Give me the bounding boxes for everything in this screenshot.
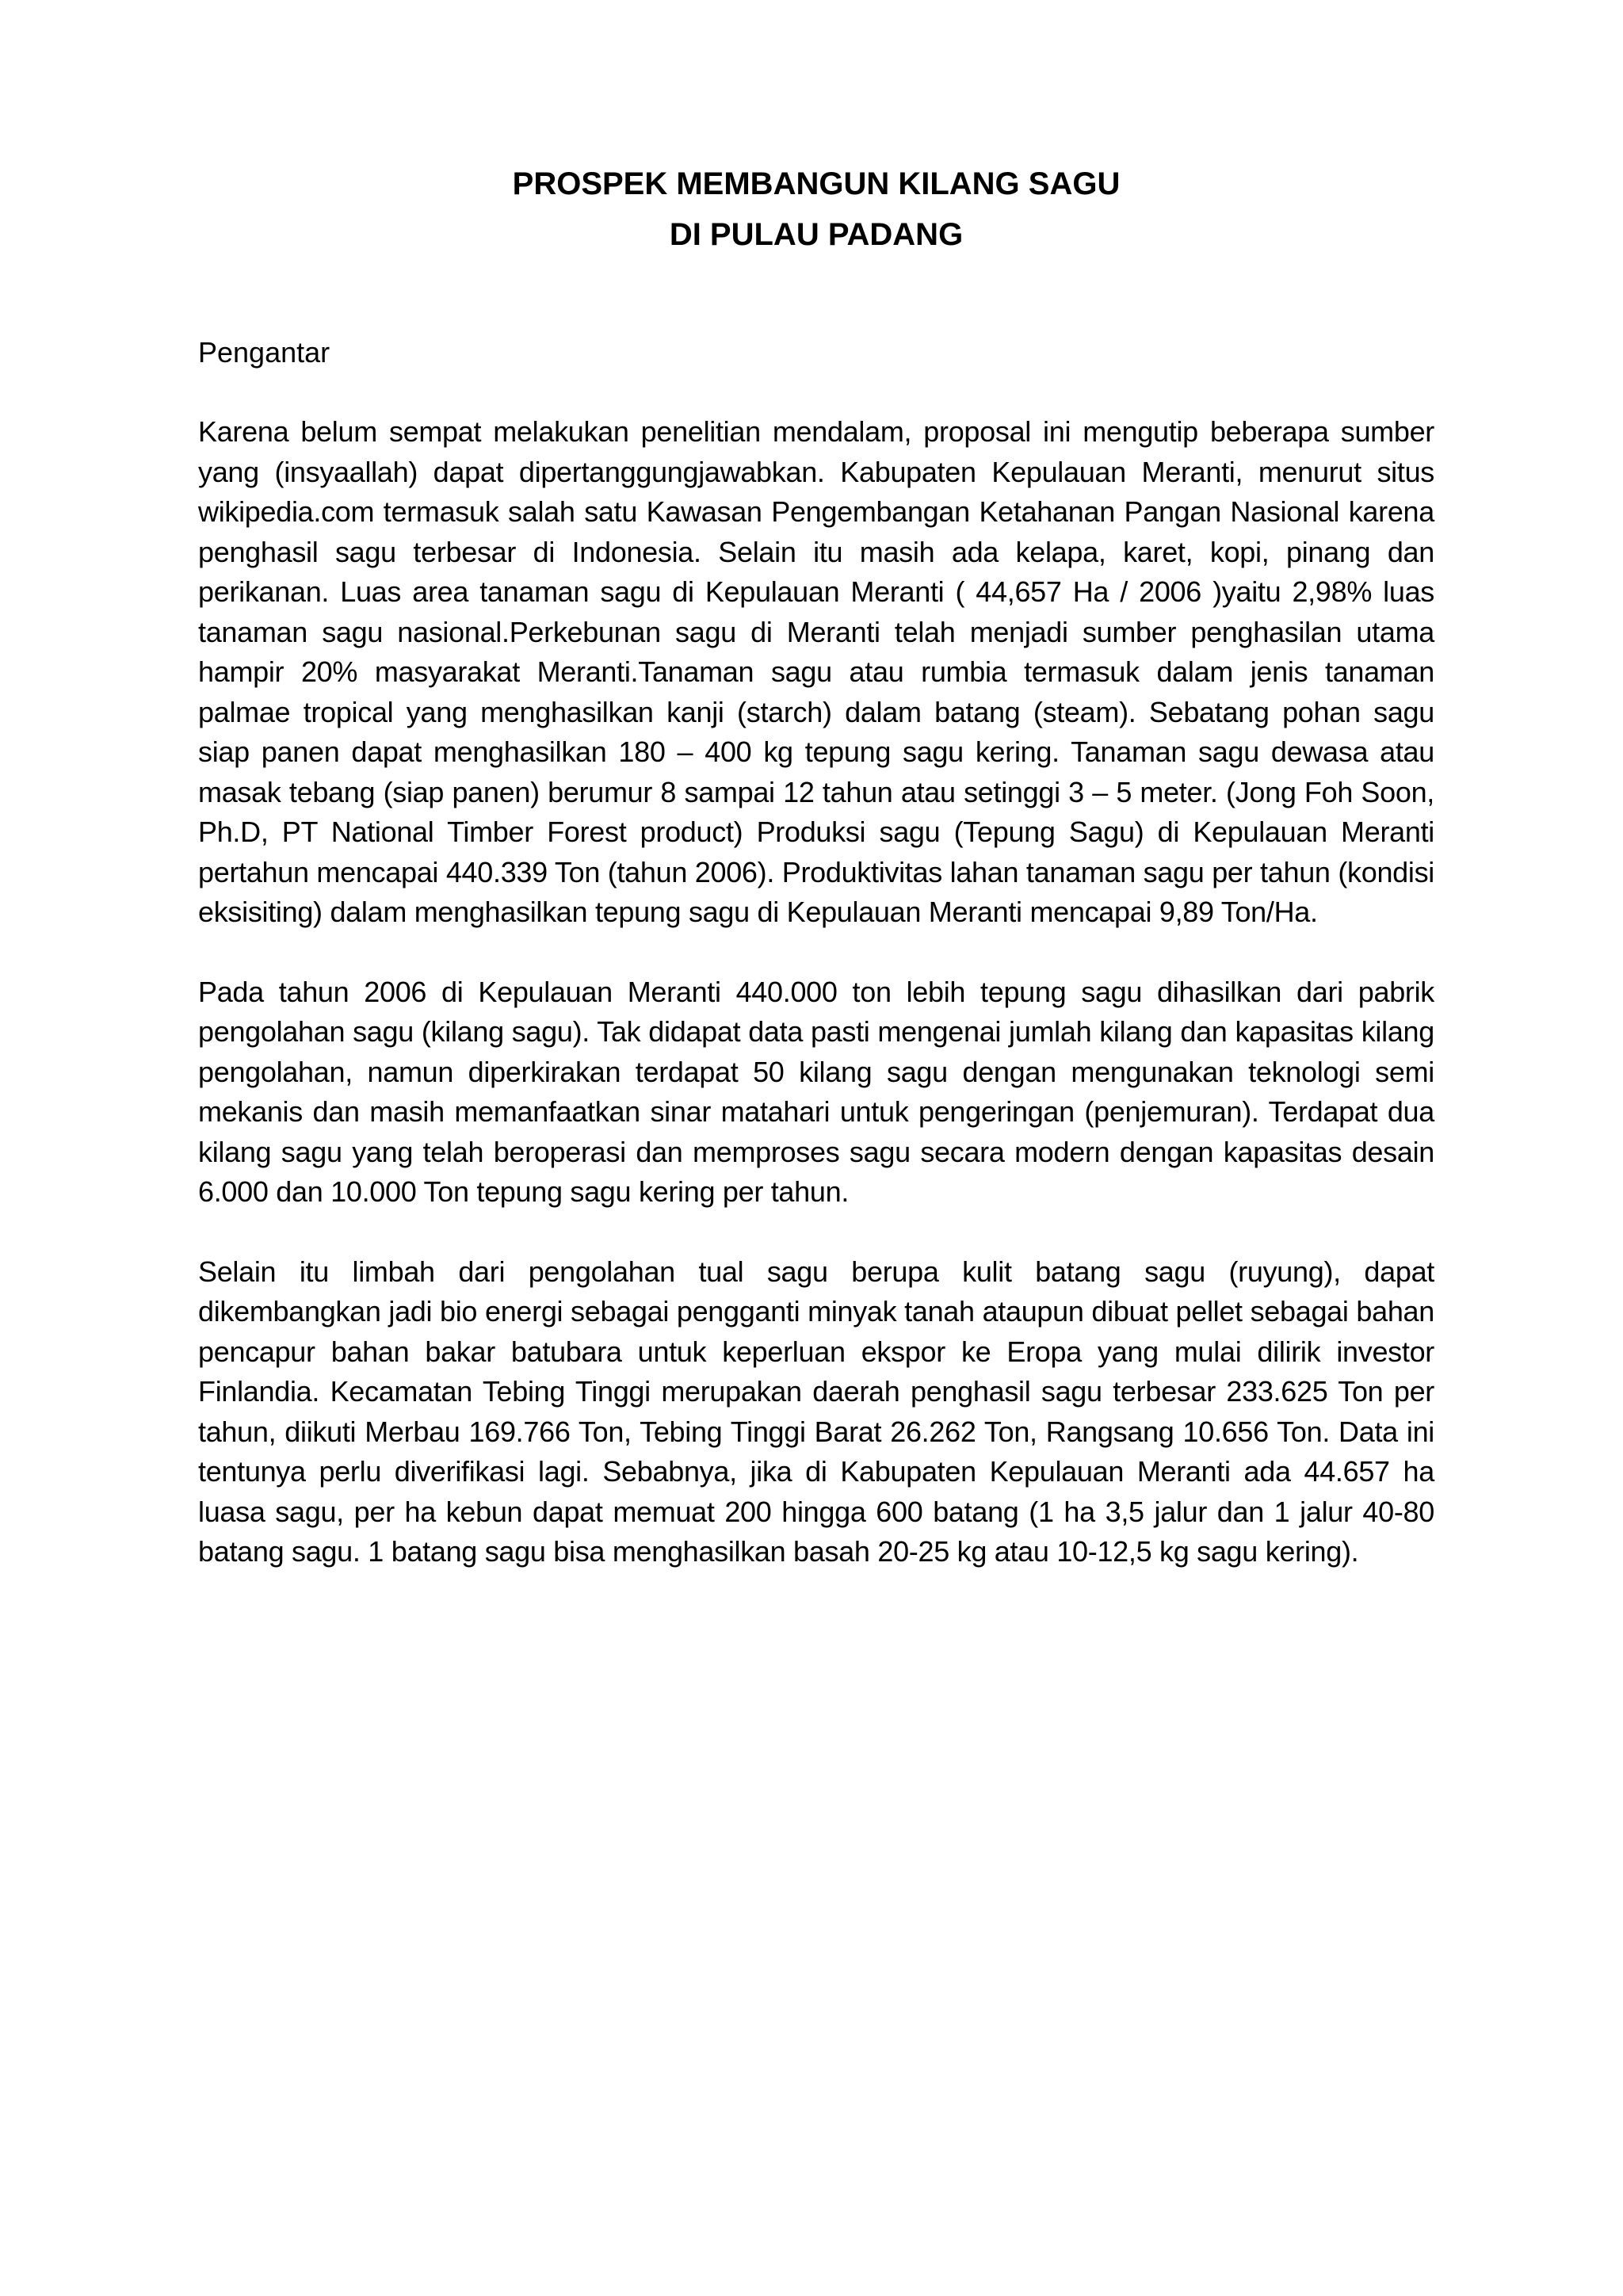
document-title	[198, 159, 1434, 260]
paragraph-2: Pada tahun 2006 di Kepulauan Meranti 440.000 ton lebih tepung sagu dihasilkan dari pabrik pengolahan sagu (kilang sagu). Tak didapat data pasti mengenai jumlah kilang dan kapasitas kilang pengolahan, namun diperkirakan terdapat 50 kilang sagu dengan mengunakan teknologi semi mekanis dan masih memanfaatkan sinar matahari untuk pengeringan (penjemuran). Terdapat dua kilang sagu yang telah beroperasi dan memproses sagu secara modern dengan kapasitas desain 6.000 dan 10.000 Ton tepung sagu kering per tahun.	[198, 975, 1434, 1208]
section-heading: Pengantar	[198, 336, 330, 369]
paragraph-1: Karena belum sempat melakukan penelitian mendalam, proposal ini mengutip beberapa sumber yang (insyaallah) dapat dipertanggungjawabkan. Kabupaten Kepulauan Meranti, menurut situs wikipedia.com termasuk salah satu Kawasan Pengembangan Ketahanan Pangan Nasional karena penghasil sagu terbesar di Indonesia. Selain itu masih ada kelapa, karet, kopi, pinang dan perikanan. Luas area tanaman sagu di Kepulauan Meranti ( 44,657 Ha / 2006 )yaitu 2,98% luas tanaman sagu nasional.Perkebunan sagu di Meranti telah menjadi sumber penghasilan utama hampir 20% masyarakat Meranti.Tanaman sagu atau rumbia termasuk dalam jenis tanaman palmae tropical yang menghasilkan kanji (starch) dalam batang (steam). Sebatang pohan sagu siap panen dapat menghasilkan 180 – 400 kg tepung sagu kering. Tanaman sagu dewasa atau masak tebang (siap panen) berumur 8 sampai 12 tahun atau setinggi 3 – 5 meter. (Jong Foh Soon, Ph.D, PT National Timber Forest product) Produksi sagu (Tepung Sagu) di Kepulauan Meranti pertahun mencapai 440.339 Ton (tahun 2006). Produktivitas lahan tanaman sagu per tahun (kondisi eksisiting) dalam menghasilkan tepung sagu di Kepulauan Meranti mencapai 9,89 Ton/Ha.	[198, 415, 1434, 928]
paragraph-3: Selain itu limbah dari pengolahan tual sagu berupa kulit batang sagu (ruyung), dapat dikembangkan jadi bio energi sebagai pengganti minyak tanah ataupun dibuat pellet sebagai bahan pencapur bahan bakar batubara untuk keperluan ekspor ke Eropa yang mulai dilirik investor Finlandia. Kecamatan Tebing Tinggi merupakan daerah penghasil sagu terbesar 233.625 Ton per tahun, diikuti Merbau 169.766 Ton, Tebing Tinggi Barat 26.262 Ton, Rangsang 10.656 Ton. Data ini tentunya perlu diverifikasi lagi. Sebabnya, jika di Kabupaten Kepulauan Meranti ada 44.657 ha luasa sagu, per ha kebun dapat memuat 200 hingga 600 batang (1 ha 3,5 jalur dan 1 jalur 40-80 batang sagu. 1 batang sagu bisa menghasilkan basah 20-25 kg atau 10-12,5 kg sagu kering).	[198, 1255, 1434, 1568]
document-body	[198, 333, 1434, 1612]
title-line-2: DI PULAU PADANG	[669, 217, 964, 252]
title-line-1: PROSPEK MEMBANGUN KILANG SAGU	[512, 166, 1121, 201]
